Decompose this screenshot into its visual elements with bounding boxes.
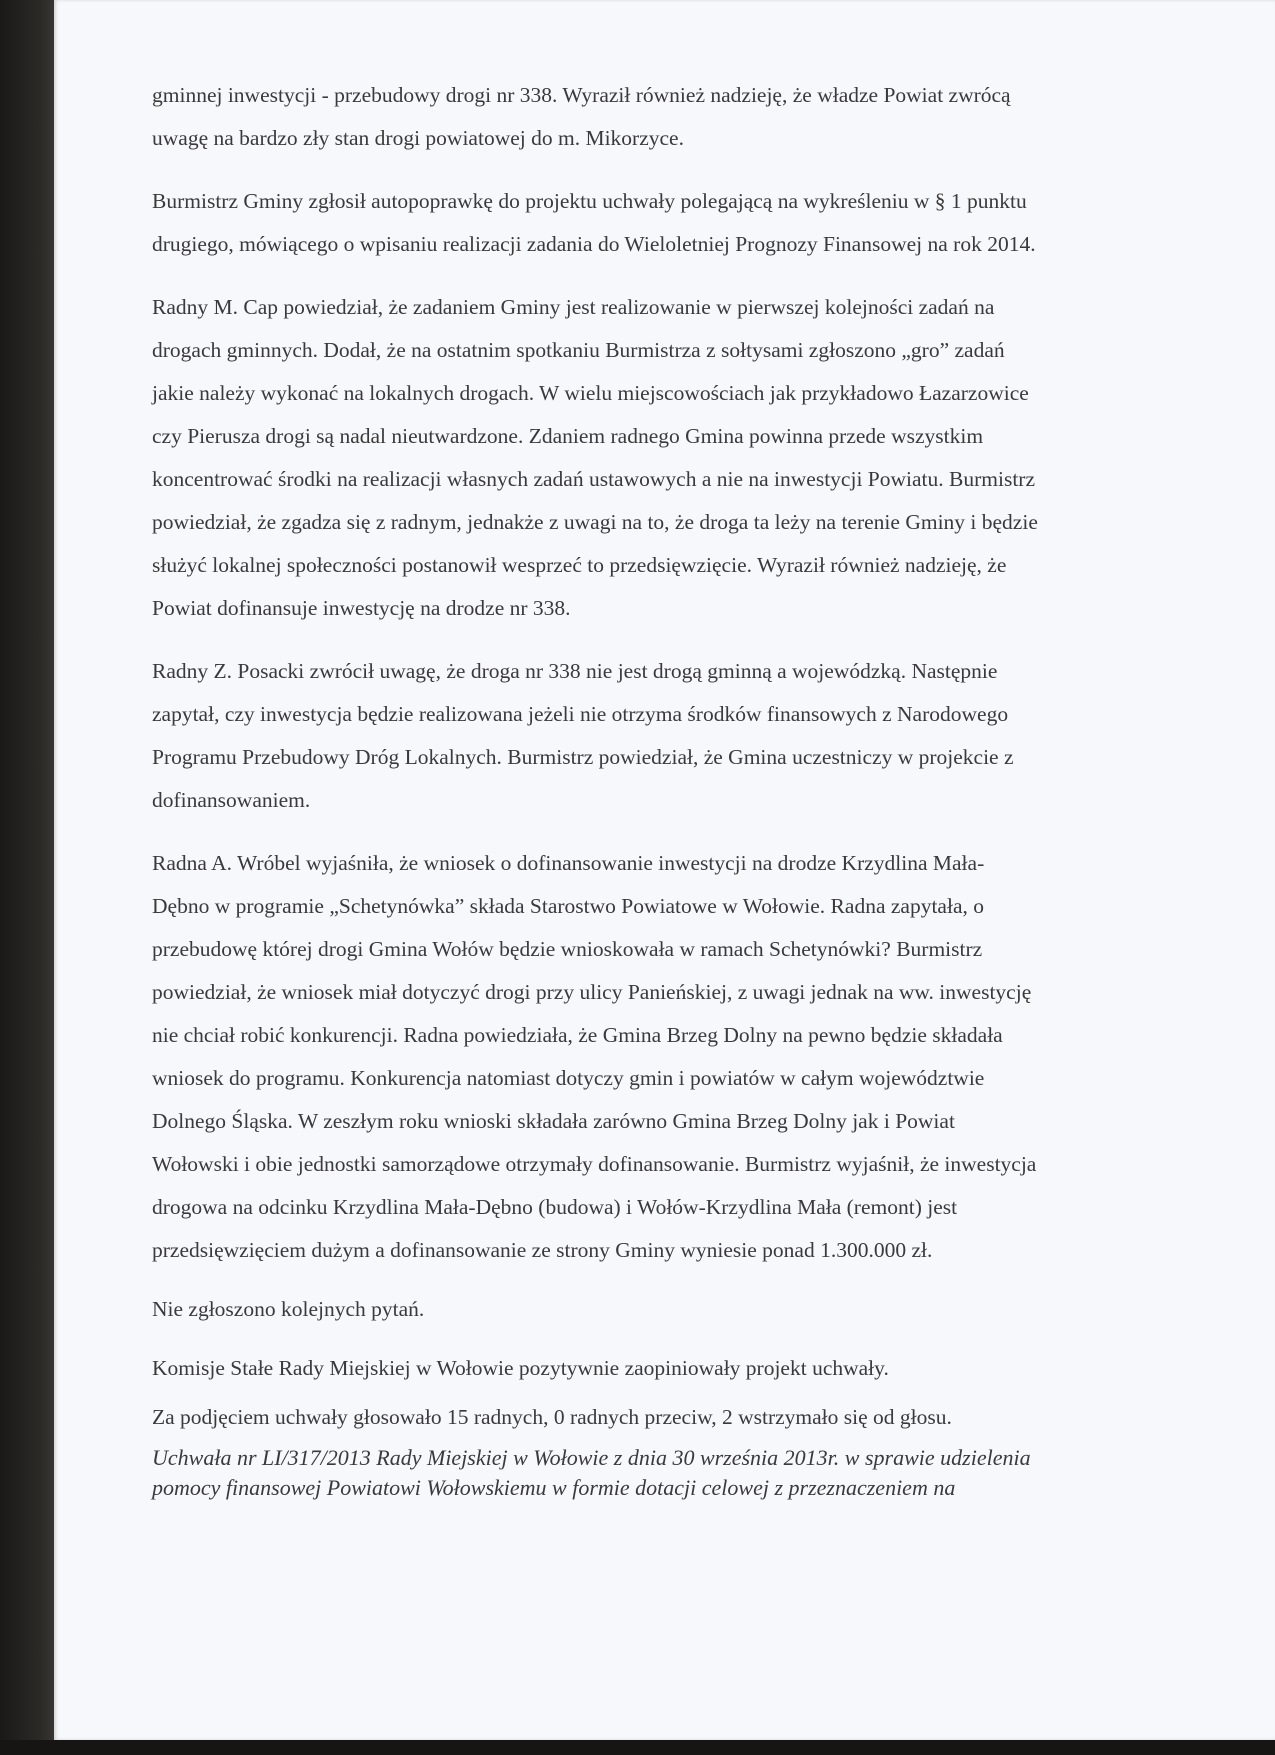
paragraph-radny-cap [152, 286, 1182, 630]
text-line: czy Pierusza drogi są nadal nieutwardzone. Zdaniem radnego Gmina powinna przede wszystkim [152, 424, 984, 448]
text-line: zapytał, czy inwestycja będzie realizowana jeżeli nie otrzyma środków finansowych z Narodowego [152, 702, 1009, 726]
paragraph-autopoprawka [152, 180, 1182, 266]
text-line: nie chciał robić konkurencji. Radna powiedziała, że Gmina Brzeg Dolny na pewno będzie składała [152, 1023, 1003, 1047]
scan-bottom-edge [0, 1740, 1275, 1755]
text-line: powiedział, że zgadza się z radnym, jednakże z uwagi na to, że droga ta leży na terenie Gminy i będzie [152, 510, 1038, 534]
text-line: drugiego, mówiącego o wpisaniu realizacji zadania do Wieloletniej Prognozy Finansowej na rok 2014. [152, 232, 1036, 256]
text-line: gminnej inwestycji - przebudowy drogi nr 338. Wyraził również nadzieję, że władze Powiat zwrócą [152, 83, 1011, 107]
text-line: wniosek do programu. Konkurencja natomiast dotyczy gmin i powiatów w całym województwie [152, 1066, 985, 1090]
text-line: pomocy finansowej Powiatowi Wołowskiemu w formie dotacji celowej z przeznaczeniem na [152, 1475, 956, 1500]
text-line: Nie zgłoszono kolejnych pytań. [152, 1297, 425, 1321]
text-line: służyć lokalnej społeczności postanowił wesprzeć to przedsięwzięcie. Wyraził również nadzieję, że [152, 553, 1007, 577]
text-line: przebudowę której drogi Gmina Wołów będzie wnioskowała w ramach Schetynówki? Burmistrz [152, 937, 983, 961]
text-line: Programu Przebudowy Dróg Lokalnych. Burmistrz powiedział, że Gmina uczestniczy w projekcie z [152, 745, 1014, 769]
paragraph-vote-result [152, 1396, 1182, 1439]
paragraph-resolution-title [152, 1443, 1182, 1503]
text-line: dofinansowaniem. [152, 788, 311, 812]
paragraph-committee-opinion [152, 1347, 1182, 1390]
text-line: uwagę na bardzo zły stan drogi powiatowej do m. Mikorzyce. [152, 126, 684, 150]
text-line: Radna A. Wróbel wyjaśniła, że wniosek o dofinansowanie inwestycji na drodze Krzydlina Mała- [152, 851, 985, 875]
text-line: Uchwała nr LI/317/2013 Rady Miejskiej w Wołowie z dnia 30 września 2013r. w sprawie udzielenia [152, 1445, 1031, 1470]
paragraph-no-questions [152, 1288, 1182, 1331]
paragraph-intro [152, 74, 1182, 160]
text-line: Radny Z. Posacki zwrócił uwagę, że droga nr 338 nie jest drogą gminną a wojewódzką. Następnie [152, 659, 998, 683]
text-line: jakie należy wykonać na lokalnych drogach. W wielu miejscowościach jak przykładowo Łazarzowice [152, 381, 1029, 405]
text-line: Za podjęciem uchwały głosowało 15 radnych, 0 radnych przeciw, 2 wstrzymało się od głosu. [152, 1405, 952, 1429]
text-line: koncentrować środki na realizacji własnych zadań ustawowych a nie na inwestycji Powiatu. Burmistrz [152, 467, 1036, 491]
document-body [152, 74, 1182, 1503]
text-line: powiedział, że wniosek miał dotyczyć drogi przy ulicy Panieńskiej, z uwagi jednak na ww. inwestycję [152, 980, 1032, 1004]
text-line: drogowa na odcinku Krzydlina Mała-Dębno (budowa) i Wołów-Krzydlina Mała (remont) jest [152, 1195, 958, 1219]
scan-left-edge [0, 0, 58, 1755]
paragraph-radny-posacki [152, 650, 1182, 822]
text-line: Radny M. Cap powiedział, że zadaniem Gminy jest realizowanie w pierwszej kolejności zadań na [152, 295, 995, 319]
text-line: Wołowski i obie jednostki samorządowe otrzymały dofinansowanie. Burmistrz wyjaśnił, że inwestycja [152, 1152, 1037, 1176]
text-line: drogach gminnych. Dodał, że na ostatnim spotkaniu Burmistrza z sołtysami zgłoszono „gro” zadań [152, 338, 1005, 362]
paragraph-radna-wrobel [152, 842, 1182, 1272]
text-line: Komisje Stałe Rady Miejskiej w Wołowie pozytywnie zaopiniowały projekt uchwały. [152, 1356, 889, 1380]
text-line: przedsięwzięciem dużym a dofinansowanie ze strony Gminy wyniesie ponad 1.300.000 zł. [152, 1238, 933, 1262]
text-line: Powiat dofinansuje inwestycję na drodze nr 338. [152, 596, 571, 620]
text-line: Dębno w programie „Schetynówka” składa Starostwo Powiatowe w Wołowie. Radna zapytała, o [152, 894, 984, 918]
text-line: Burmistrz Gminy zgłosił autopoprawkę do projektu uchwały polegającą na wykreśleniu w § 1 punktu [152, 189, 1027, 213]
text-line: Dolnego Śląska. W zeszłym roku wnioski składała zarówno Gmina Brzeg Dolny jak i Powiat [152, 1109, 955, 1133]
